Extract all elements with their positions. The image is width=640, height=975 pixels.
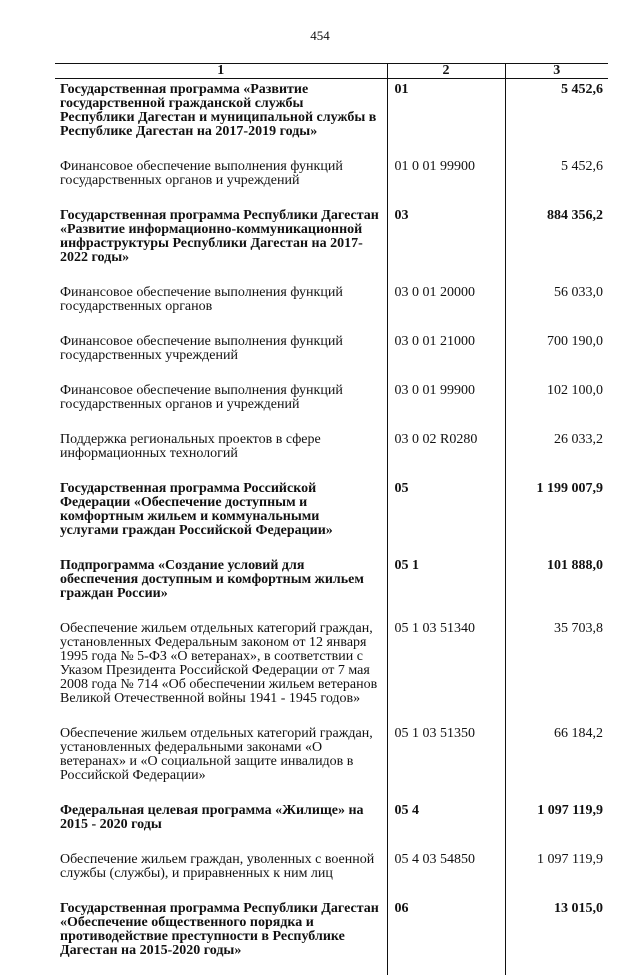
table-row (55, 205, 608, 265)
spacer-cell (55, 538, 387, 555)
row-name: Подпрограмма «Создание условий для обеспечения доступным и комфортным жильем граждан России» (55, 555, 387, 601)
spacer-cell (55, 139, 387, 156)
row-code: 05 1 03 51350 (387, 723, 505, 783)
spacer-cell (505, 832, 608, 849)
row-code: 03 0 01 21000 (387, 331, 505, 363)
row-amount: 101 888,0 (505, 555, 608, 601)
spacer-cell (55, 363, 387, 380)
spacer-cell (387, 188, 505, 205)
row-code: 03 (387, 205, 505, 265)
spacer-cell (55, 958, 387, 975)
page-number: 454 (0, 28, 640, 44)
spacer-cell (505, 139, 608, 156)
row-name: Государственная программа Российской Федерации «Обеспечение доступным и комфортным жильем и коммунальными услугами граждан Российской Федерации» (55, 478, 387, 538)
spacer-cell (505, 706, 608, 723)
table-row (55, 156, 608, 188)
row-code: 03 0 01 99900 (387, 380, 505, 412)
row-spacer (55, 832, 608, 849)
table-row (55, 618, 608, 706)
row-code: 05 4 (387, 800, 505, 832)
row-code: 05 1 (387, 555, 505, 601)
table-row (55, 282, 608, 314)
row-amount: 13 015,0 (505, 898, 608, 958)
spacer-cell (55, 265, 387, 282)
row-name: Обеспечение жильем граждан, уволенных с военной службы (службы), и приравненных к ним лиц (55, 849, 387, 881)
spacer-cell (387, 832, 505, 849)
spacer-cell (55, 881, 387, 898)
spacer-cell (505, 783, 608, 800)
row-amount: 1 097 119,9 (505, 849, 608, 881)
header-col-1: 1 (55, 64, 387, 79)
row-amount: 700 190,0 (505, 331, 608, 363)
row-spacer (55, 783, 608, 800)
row-spacer (55, 265, 608, 282)
table-row (55, 800, 608, 832)
row-name: Финансовое обеспечение выполнения функций государственных органов и учреждений (55, 380, 387, 412)
row-amount: 56 033,0 (505, 282, 608, 314)
row-spacer (55, 412, 608, 429)
spacer-cell (505, 188, 608, 205)
spacer-cell (505, 363, 608, 380)
row-spacer (55, 958, 608, 975)
row-amount: 1 199 007,9 (505, 478, 608, 538)
row-name: Финансовое обеспечение выполнения функций государственных органов (55, 282, 387, 314)
header-col-3: 3 (505, 64, 608, 79)
row-code: 06 (387, 898, 505, 958)
row-amount: 5 452,6 (505, 156, 608, 188)
table-row (55, 723, 608, 783)
row-spacer (55, 139, 608, 156)
spacer-cell (505, 958, 608, 975)
row-name: Государственная программа Республики Дагестан «Развитие информационно-коммуникационной инфраструктуры Республики Дагестан на 2017-2022 годы» (55, 205, 387, 265)
spacer-cell (55, 601, 387, 618)
row-code: 03 0 01 20000 (387, 282, 505, 314)
row-amount: 26 033,2 (505, 429, 608, 461)
spacer-cell (505, 412, 608, 429)
row-name: Финансовое обеспечение выполнения функций государственных органов и учреждений (55, 156, 387, 188)
spacer-cell (505, 601, 608, 618)
spacer-cell (505, 265, 608, 282)
row-name: Финансовое обеспечение выполнения функций государственных учреждений (55, 331, 387, 363)
spacer-cell (505, 461, 608, 478)
row-code: 01 0 01 99900 (387, 156, 505, 188)
row-spacer (55, 706, 608, 723)
spacer-cell (55, 461, 387, 478)
row-code: 01 (387, 79, 505, 140)
table-row (55, 555, 608, 601)
spacer-cell (387, 601, 505, 618)
table-body (55, 79, 608, 975)
table-row (55, 429, 608, 461)
spacer-cell (55, 412, 387, 429)
row-code: 03 0 02 R0280 (387, 429, 505, 461)
row-name: Федеральная целевая программа «Жилище» на 2015 - 2020 годы (55, 800, 387, 832)
spacer-cell (387, 958, 505, 975)
spacer-cell (505, 314, 608, 331)
spacer-cell (387, 538, 505, 555)
spacer-cell (387, 412, 505, 429)
row-amount: 66 184,2 (505, 723, 608, 783)
table-row (55, 898, 608, 958)
row-spacer (55, 538, 608, 555)
row-name: Поддержка региональных проектов в сфере информационных технологий (55, 429, 387, 461)
row-spacer (55, 881, 608, 898)
header-col-2: 2 (387, 64, 505, 79)
row-spacer (55, 188, 608, 205)
row-spacer (55, 363, 608, 380)
spacer-cell (505, 538, 608, 555)
spacer-cell (387, 314, 505, 331)
spacer-cell (55, 832, 387, 849)
table-header (55, 64, 608, 79)
spacer-cell (55, 314, 387, 331)
spacer-cell (387, 706, 505, 723)
row-amount: 884 356,2 (505, 205, 608, 265)
table-row (55, 331, 608, 363)
budget-table-container (55, 63, 608, 975)
spacer-cell (55, 706, 387, 723)
table-row (55, 478, 608, 538)
spacer-cell (505, 881, 608, 898)
row-name: Государственная программа «Развитие государственной гражданской службы Республики Дагестан и муниципальной службы в Республике Дагестан на 2017-2019 годы» (55, 79, 387, 140)
spacer-cell (387, 265, 505, 282)
spacer-cell (387, 139, 505, 156)
row-code: 05 1 03 51340 (387, 618, 505, 706)
row-code: 05 (387, 478, 505, 538)
table-row (55, 79, 608, 140)
row-name: Государственная программа Республики Дагестан «Обеспечение общественного порядка и противодействие преступности в Республике Дагестан на 2015-2020 годы» (55, 898, 387, 958)
row-name: Обеспечение жильем отдельных категорий граждан, установленных Федеральным законом от 12 января 1995 года № 5-ФЗ «О ветеранах», в соответствии с Указом Президента Российской Федерации от 7 мая 2008 года № 714 «Об обеспечении жильем ветеранов Великой Отечественной войны 1941 - 1945 годов» (55, 618, 387, 706)
row-amount: 1 097 119,9 (505, 800, 608, 832)
spacer-cell (387, 783, 505, 800)
spacer-cell (387, 363, 505, 380)
spacer-cell (387, 881, 505, 898)
budget-table (55, 63, 608, 975)
row-spacer (55, 314, 608, 331)
spacer-cell (55, 783, 387, 800)
spacer-cell (387, 461, 505, 478)
spacer-cell (55, 188, 387, 205)
table-row (55, 380, 608, 412)
row-spacer (55, 601, 608, 618)
row-amount: 102 100,0 (505, 380, 608, 412)
table-row (55, 849, 608, 881)
row-spacer (55, 461, 608, 478)
row-name: Обеспечение жильем отдельных категорий граждан, установленных федеральными законами «О ветеранах» и «О социальной защите инвалидов в Российской Федерации» (55, 723, 387, 783)
row-amount: 35 703,8 (505, 618, 608, 706)
row-amount: 5 452,6 (505, 79, 608, 140)
row-code: 05 4 03 54850 (387, 849, 505, 881)
